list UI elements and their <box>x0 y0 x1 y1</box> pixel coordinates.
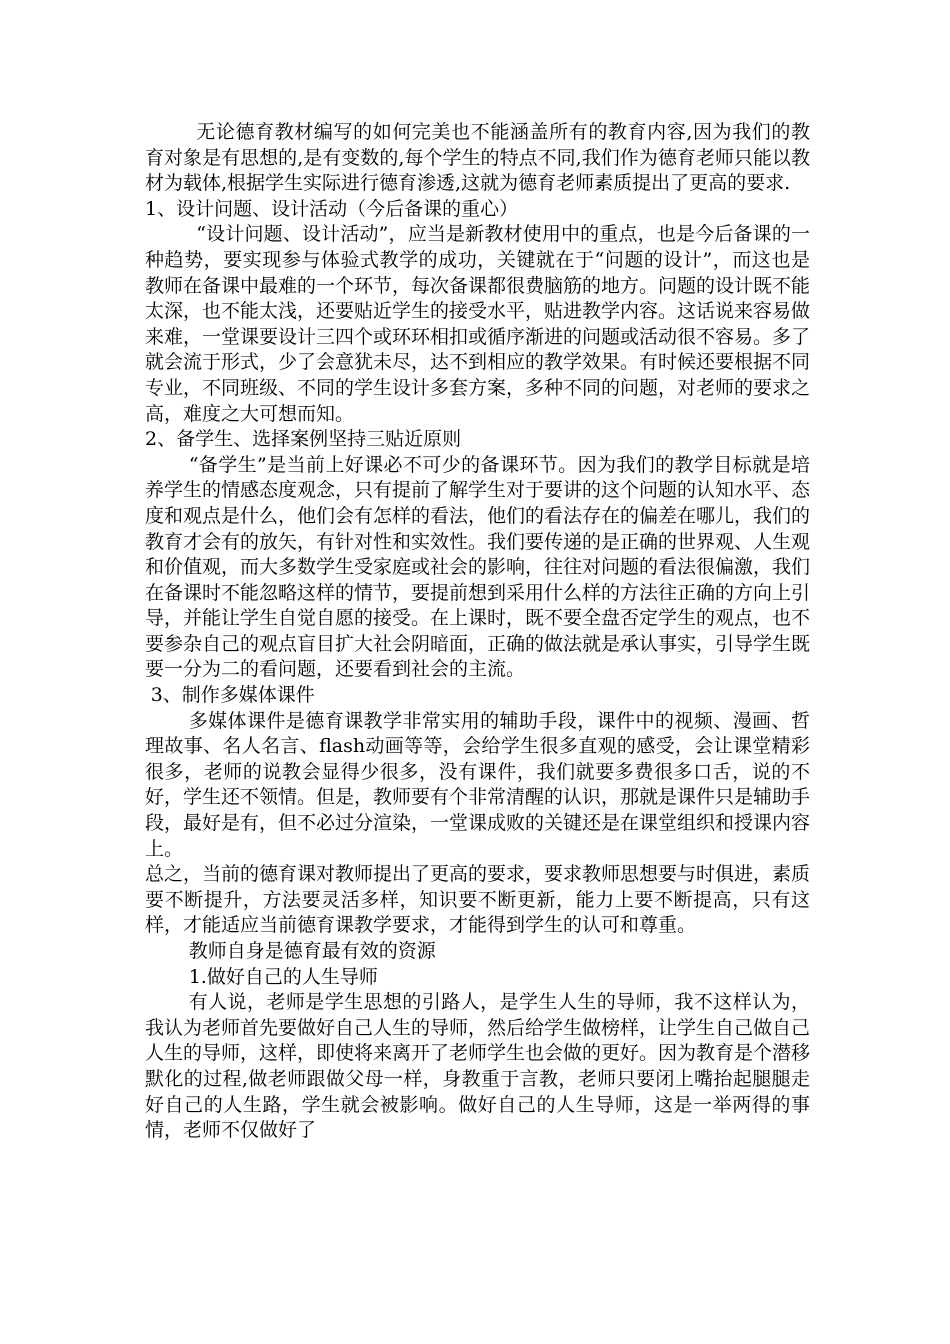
paragraph-section-3: 多媒体课件是德育课教学非常实用的辅助手段，课件中的视频、漫画、哲理故事、名人名言、flash动画等等，会给学生很多直观的感受，会让课堂精彩很多，老师的说教会显得少很多，没有课件，我们就要多费很多口舌，说的不好，学生还不领情。但是，教师要有个非常清醒的认识，那就是课件只是辅助手段，最好是有，但不必过分渲染，一堂课成败的关键还是在课堂组织和授课内容上。 <box>145 709 811 860</box>
section-heading-2: 2、备学生、选择案例坚持三贴近原则 <box>145 428 462 451</box>
paragraph-section-1: “设计问题、设计活动”，应当是新教材使用中的重点，也是今后备课的一种趋势，要实现参与体验式教学的成功，关键就在于“问题的设计”，而这也是教师在备课中最难的一个环节，每次备课都很费脑筋的地方。问题的设计既不能太深，也不能太浅，还要贴近学生的接受水平，贴进教学内容。这话说来容易做来难，一堂课要设计三四个或环环相扣或循序渐进的问题或活动很不容易。多了就会流于形式，少了会意犹未尽，达不到相应的教学效果。有时候还要根据不同专业，不同班级、不同的学生设计多套方案，多种不同的问题，对老师的要求之高，难度之大可想而知。 <box>145 223 811 425</box>
paragraph-life-mentor: 有人说，老师是学生思想的引路人，是学生人生的导师，我不这样认为，我认为老师首先要做好自己人生的导师，然后给学生做榜样，让学生自己做自己人生的导师，这样，即使将来离开了老师学生也会做的更好。因为教育是个潜移默化的过程,做老师跟做父母一样，身教重于言教，老师只要闭上嘴抬起腿腿走好自己的人生路，学生就会被影响。做好自己的人生导师，这是一举两得的事情，老师不仅做好了 <box>145 991 811 1142</box>
paragraph-conclusion: 总之，当前的德育课对教师提出了更高的要求，要求教师思想要与时俱进，素质要不断提升，方法要灵活多样，知识要不断更新，能力上要不断提高，只有这样，才能适应当前德育课教学要求，才能得到学生的认可和尊重。 <box>145 863 811 937</box>
document-page <box>145 120 810 1144</box>
subtitle-teacher-resource: 教师自身是德育最有效的资源 <box>188 940 436 962</box>
section-heading-1: 1、设计问题、设计活动（今后备课的重心） <box>145 197 519 220</box>
section-heading-3: 3、制作多媒体课件 <box>150 684 315 707</box>
paragraph-section-2: “备学生”是当前上好课必不可少的备课环节。因为我们的教学目标就是培养学生的情感态度观念，只有提前了解学生对于要讲的这个问题的认知水平、态度和观点是什么，他们会有怎样的看法，他们的看法存在的偏差在哪儿，我们的教育才会有的放矢，有针对性和实效性。我们要传递的是正确的世界观、人生观和价值观，而大多数学生受家庭或社会的影响，往往对问题的看法很偏激，我们在备课时不能忽略这样的情节，要提前想到采用什么样的方法往正确的方向上引导，并能让学生自觉自愿的接受。在上课时，既不要全盘否定学生的观点，也不要参杂自己的观点盲目扩大社会阴暗面，正确的做法就是承认事实，引导学生既要一分为二的看问题，还要看到社会的主流。 <box>145 453 811 681</box>
subheading-life-mentor: 1.做好自己的人生导师 <box>188 965 378 988</box>
paragraph-intro: 无论德育教材编写的如何完美也不能涵盖所有的教育内容,因为我们的教育对象是有思想的,是有变数的,每个学生的特点不同,我们作为德育老师只能以教材为载体,根据学生实际进行德育渗透,这就为德育老师素质提出了更高的要求. <box>145 121 810 195</box>
